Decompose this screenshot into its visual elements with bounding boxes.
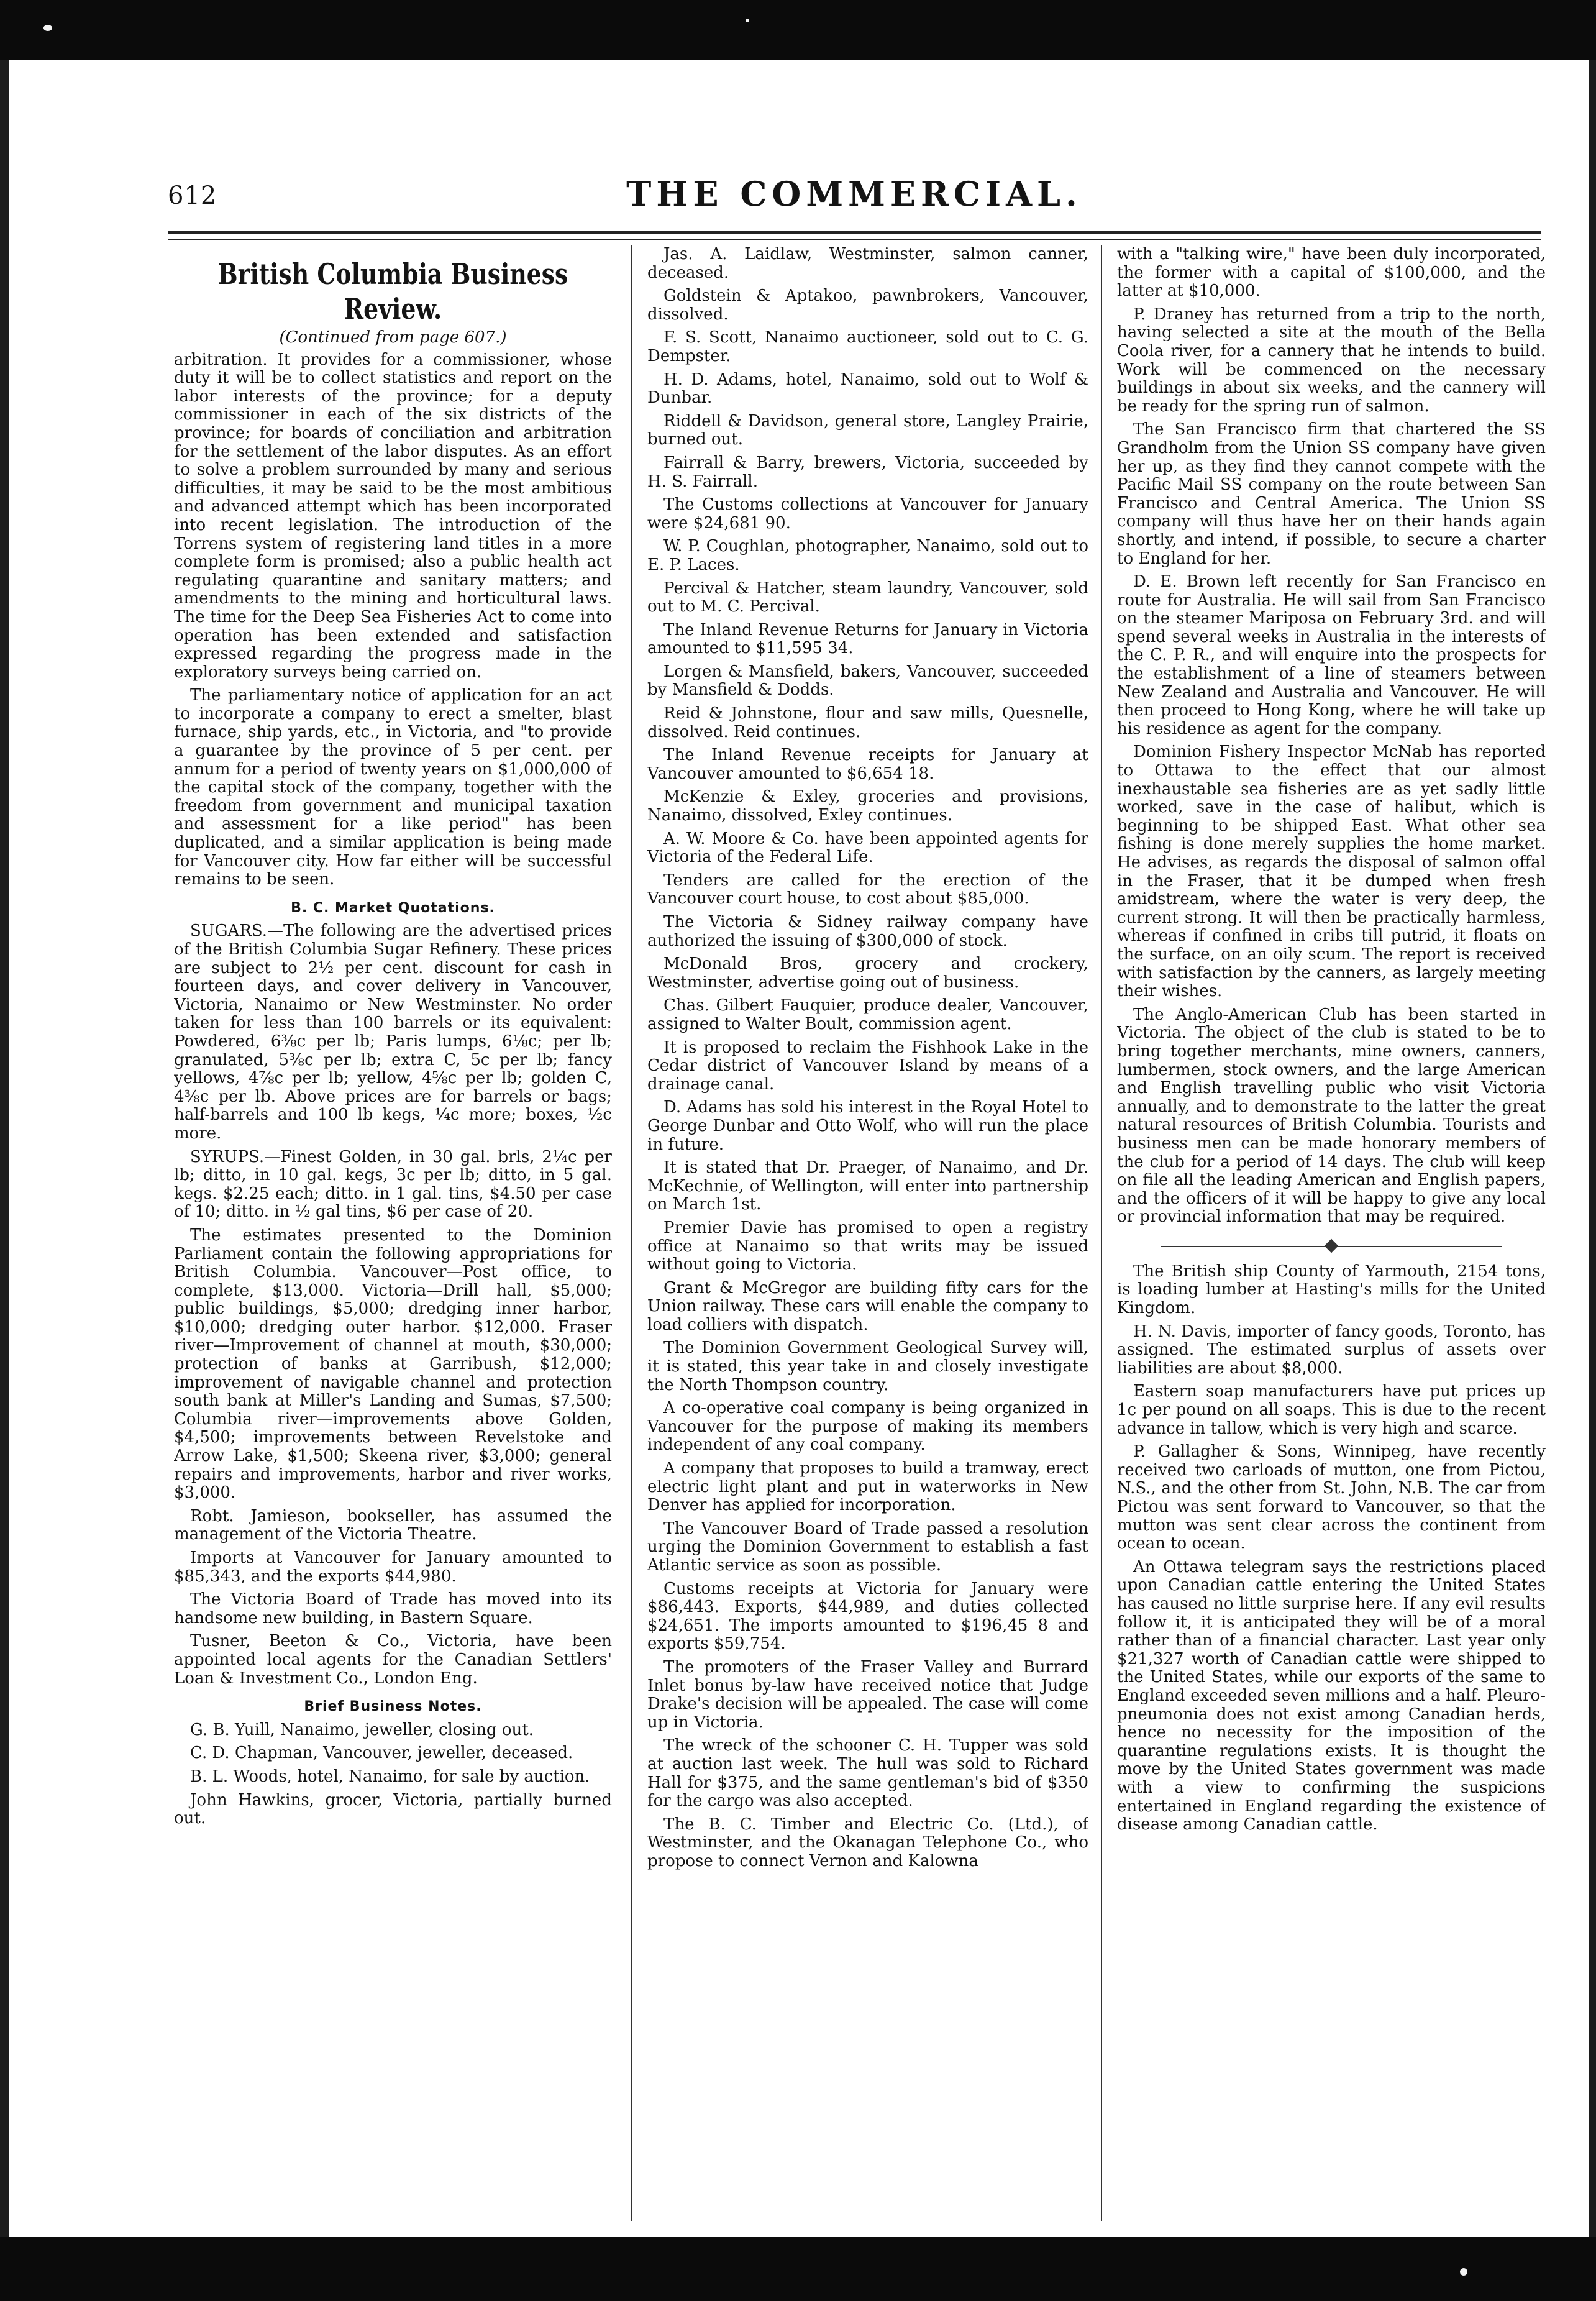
column-2 bbox=[647, 245, 1088, 2218]
section-subheading: Brief Business Notes. bbox=[304, 1699, 482, 1715]
article-paragraph: Jas. A. Laidlaw, Westminster, salmon canner, deceased. bbox=[647, 245, 1088, 282]
article-paragraph: The Inland Revenue receipts for January at Vancouver amounted to $6,654 18. bbox=[647, 746, 1088, 783]
article-paragraph: Tusner, Beeton & Co., Victoria, have been appointed local agents for the Canadian Settlers' Loan & Investment Co., London Eng. bbox=[174, 1632, 612, 1688]
article-paragraph: A co-operative coal company is being organized in Vancouver for the purpose of making its members independent of any coal company. bbox=[647, 1399, 1088, 1455]
article-paragraph: D. Adams has sold his interest in the Royal Hotel to George Dunbar and Otto Wolf, who will run the place in future. bbox=[647, 1098, 1088, 1154]
masthead bbox=[168, 174, 1541, 236]
article-paragraph: B. L. Woods, hotel, Nanaimo, for sale by auction. bbox=[190, 1767, 590, 1786]
article-paragraph: Tenders are called for the erection of the Vancouver court house, to cost about $85,000. bbox=[647, 871, 1088, 908]
publication-title: THE COMMERCIAL. bbox=[626, 174, 1082, 214]
article-paragraph: The parliamentary notice of application for an act to incorporate a company to erect a smelter, blast furnace, ship yards, etc., in Victoria, and "to provide a guarantee by the province of 5 per cent. per annum for a period of twenty years on $1,000,000 of the capital stock of the company, together with the freedom from government and municipal taxation and assessment for a like period" has been duplicated, and a similar application is being made for Vancouver city. How far either will be successful remains to be seen. bbox=[174, 686, 612, 889]
article-paragraph: Lorgen & Mansfield, bakers, Vancouver, succeeded by Mansfield & Dodds. bbox=[647, 662, 1088, 700]
article-paragraph: Imports at Vancouver for January amounted to $85,343, and the exports $44,980. bbox=[174, 1548, 612, 1586]
section-subheading: B. C. Market Quotations. bbox=[291, 900, 495, 916]
article-paragraph: Eastern soap manufacturers have put prices up 1c per pound on all soaps. This is due to the recent advance in tallow, which is very high and scarce. bbox=[1117, 1382, 1546, 1438]
article-paragraph: Goldstein & Aptakoo, pawnbrokers, Vancouver, dissolved. bbox=[647, 286, 1088, 324]
divider-ornament bbox=[1325, 1239, 1339, 1253]
article-paragraph: Reid & Johnstone, flour and saw mills, Quesnelle, dissolved. Reid continues. bbox=[647, 704, 1088, 741]
article-paragraph: P. Gallagher & Sons, Winnipeg, have recently received two carloads of mutton, one from Pictou, N.S., and the other from St. John, N.B. The car from Pictou was sent forward to Vancouver, so that the mutton was sent clear across the continent from ocean to ocean. bbox=[1117, 1442, 1546, 1553]
article-paragraph: P. Draney has returned from a trip to the north, having selected a site at the mouth of the Bella Coola river, for a cannery that he intends to build. Work will be commenced on the necessary buildings in about six weeks, and the cannery will be ready for the spring run of salmon. bbox=[1117, 304, 1546, 416]
article-paragraph: arbitration. It provides for a commissioner, whose duty it will be to collect statistics and report on the labor interests of the province; for a deputy commissioner in each of the six districts of the province; for boards of conciliation and arbitration for the settlement of the labor disputes. As an effort to solve a problem surrounded by many and serious difficulties, it may be said to be the most ambitious and advanced attempt which has been incorporated into recent legislation. The introduction of the Torrens system of registering land titles in a more complete form is promised; also a public health act regulating quarantine and sanitary matters; and amendments to the mining and horticultural laws. The time for the Deep Sea Fisheries Act to come into operation has been extended and satisfaction expressed regarding the progress made in the exploratory surveys being carried on. bbox=[174, 350, 612, 682]
article-paragraph: A company that proposes to build a tramway, erect electric light plant and put in waterworks in New Denver has applied for incorporation. bbox=[647, 1459, 1088, 1515]
article-paragraph: F. S. Scott, Nanaimo auctioneer, sold out to C. G. Dempster. bbox=[647, 328, 1088, 365]
article-paragraph: The Anglo-American Club has been started in Victoria. The object of the club is stated to be to bring together merchants, mine owners, canners, lumbermen, stock owners, and the large American and English travelling public who visit Victoria annually, and to demonstrate to the latter the great natural resources of British Columbia. Tourists and business men can be made honorary members of the club for a period of 14 days. The club will keep on file all the leading American and English papers, and the officers of it will be happy to give any local or provincial information that may be required. bbox=[1117, 1005, 1546, 1227]
article-paragraph: The estimates presented to the Dominion Parliament contain the following appropriations for British Columbia. Vancouver—Post office, to complete, $13,000. Victoria—Drill hall, $5,000; public buildings, $5,000; dredging inner harbor, $10,000; dredging outer harbor. $12,000. Fraser river—Improvement of channel at mouth, $30,000; protection of banks at Garribush, $12,000; improvement of navigable channel and protection south bank at Miller's Landing and Sumas, $7,500; Columbia river—improvements above Golden, $4,500; improvements between Revelstoke and Arrow Lake, $1,500; Skeena river, $3,000; general repairs and improvements, harbor and river works, $3,000. bbox=[174, 1225, 612, 1503]
article-paragraph: H. D. Adams, hotel, Nanaimo, sold out to Wolf & Dunbar. bbox=[647, 370, 1088, 408]
section-title: British Columbia Business Review. bbox=[217, 257, 568, 326]
article-paragraph: Grant & McGregor are building fifty cars for the Union railway. These cars will enable the company to load colliers with dispatch. bbox=[647, 1278, 1088, 1334]
column-1 bbox=[174, 245, 612, 2218]
article-paragraph: The Customs collections at Vancouver for January were $24,681 90. bbox=[647, 495, 1088, 533]
article-paragraph: G. B. Yuill, Nanaimo, jeweller, closing out. bbox=[190, 1720, 534, 1739]
article-paragraph: Riddell & Davidson, general store, Langley Prairie, burned out. bbox=[647, 411, 1088, 449]
article-paragraph: John Hawkins, grocer, Victoria, partially burned out. bbox=[174, 1790, 612, 1828]
article-paragraph: Premier Davie has promised to open a registry office at Nanaimo so that writs may be issued without going to Victoria. bbox=[647, 1218, 1088, 1274]
article-paragraph: The San Francisco firm that chartered the SS Grandholm from the Union SS company have given her up, as they find they cannot compete with the Pacific Mail SS company on the route between San Francisco and Central America. The Union SS company will thus have her on their hands again shortly, and intend, if possible, to secure a charter to England for her. bbox=[1117, 420, 1546, 568]
article-paragraph: The wreck of the schooner C. H. Tupper was sold at auction last week. The hull was sold to Richard Hall for $375, and the same gentleman's bid of $350 for the cargo was also accepted. bbox=[647, 1736, 1088, 1811]
article-paragraph: The Inland Revenue Returns for January in Victoria amounted to $11,595 34. bbox=[647, 620, 1088, 658]
article-paragraph: C. D. Chapman, Vancouver, jeweller, deceased. bbox=[190, 1744, 573, 1763]
article-paragraph: The Dominion Government Geological Survey will, it is stated, this year take in and closely investigate the North Thompson country. bbox=[647, 1338, 1088, 1394]
article-paragraph: Chas. Gilbert Fauquier, produce dealer, Vancouver, assigned to Walter Boult, commission agent. bbox=[647, 996, 1088, 1033]
article-paragraph: McKenzie & Exley, groceries and provisions, Nanaimo, dissolved, Exley continues. bbox=[647, 787, 1088, 825]
column-divider bbox=[1101, 245, 1102, 2221]
article-paragraph: Dominion Fishery Inspector McNab has reported to Ottawa to the effect that our almost inexhaustable sea fisheries are as yet sadly little worked, save in the case of halibut, which is beginning to be shipped East. What other sea fishing is done merely supplies the home market. He advises, as regards the disposal of salmon offal in the Fraser, that it be dumped when fresh amidstream, where the water is very deep, the current strong. It will then be practically harmless, whereas if confined in cribs till putrid, it floats on the surface, on an oily scum. The report is received with satisfaction by the canners, as largely meeting their wishes. bbox=[1117, 743, 1546, 1001]
article-paragraph: SUGARS.—The following are the advertised prices of the British Columbia Sugar Refinery. These prices are subject to 2½ per cent. discount for cash in fourteen days, and cover delivery in Vancouver, Victoria, Nanaimo or New Westminster. No order taken for less than 100 barrels or its equivalent: Powdered, 6⅜c per lb; Paris lumps, 6⅛c; per lb; granulated, 5⅜c per lb; extra C, 5c per lb; fancy yellows, 4⅞c per lb; yellow, 4⅝c per lb; golden C, 4⅜c per lb. Above prices are for barrels or bags; half-barrels and 100 lb kegs, ¼c more; boxes, ½c more. bbox=[174, 922, 612, 1143]
article-paragraph: D. E. Brown left recently for San Francisco en route for Australia. He will sail from San Francisco on the steamer Mariposa on February 3rd. and will spend several weeks in Australia in the interests of the C. P. R., and will enquire into the prospects for the establishment of a line of steamers between New Zealand and Australia and Vancouver. He will then proceed to Hong Kong, where he will take up his residence as agent for the company. bbox=[1117, 572, 1546, 738]
article-paragraph: Fairrall & Barry, brewers, Victoria, succeeded by H. S. Fairrall. bbox=[647, 453, 1088, 491]
scan-speck bbox=[746, 19, 749, 22]
article-paragraph: The Vancouver Board of Trade passed a resolution urging the Dominion Government to establish a fast Atlantic service as soon as possible. bbox=[647, 1519, 1088, 1575]
scan-border-bottom bbox=[0, 2237, 1596, 2301]
article-paragraph: It is proposed to reclaim the Fishhook Lake in the Cedar district of Vancouver Island by means of a drainage canal. bbox=[647, 1038, 1088, 1094]
article-paragraph: H. N. Davis, importer of fancy goods, Toronto, has assigned. The estimated surplus of assets over liabilities are about $8,000. bbox=[1117, 1322, 1546, 1378]
article-paragraph: with a "talking wire," have been duly incorporated, the former with a capital of $100,000, and the latter at $10,000. bbox=[1117, 245, 1546, 301]
article-paragraph: The British ship County of Yarmouth, 2154 tons, is loading lumber at Hasting's mills for the United Kingdom. bbox=[1117, 1261, 1546, 1318]
article-paragraph: Percival & Hatcher, steam laundry, Vancouver, sold out to M. C. Percival. bbox=[647, 579, 1088, 616]
article-paragraph: An Ottawa telegram says the restrictions placed upon Canadian cattle entering the United States has caused no little surprise here. If any evil results follow it, it is anticipated they will be of a moral rather than of a financial character. Last year only $21,327 worth of Canadian cattle were shipped to the United States, while our exports of the same to England exceeded seven millions and a half. Pleuro-pneumonia does not exist among Canadian herds, hence no necessity for the imposition of the quarantine regulations exists. It is thought the move by the United States government was made with a view to confirming the suspicions entertained in England regarding the existence of disease among Canadian cattle. bbox=[1117, 1557, 1546, 1834]
scan-border-right bbox=[1589, 60, 1596, 2237]
section-subtitle: (Continued from page 607.) bbox=[279, 328, 507, 347]
column-3 bbox=[1117, 245, 1546, 2218]
article-paragraph: It is stated that Dr. Praeger, of Nanaimo, and Dr. McKechnie, of Wellington, will enter into partnership on March 1st. bbox=[647, 1158, 1088, 1214]
article-paragraph: Robt. Jamieson, bookseller, has assumed the management of the Victoria Theatre. bbox=[174, 1506, 612, 1544]
scan-speck bbox=[43, 25, 52, 31]
masthead-rule bbox=[168, 231, 1541, 240]
article-paragraph: The B. C. Timber and Electric Co. (Ltd.), of Westminster, and the Okanagan Telephone Co., who propose to connect Vernon and Kalowna bbox=[647, 1814, 1088, 1870]
article-paragraph: A. W. Moore & Co. have been appointed agents for Victoria of the Federal Life. bbox=[647, 829, 1088, 867]
article-paragraph: Customs receipts at Victoria for January were $86,443. Exports, $44,989, and duties collected $24,651. The imports amounted to $196,45 8 and exports $59,754. bbox=[647, 1579, 1088, 1654]
article-paragraph: W. P. Coughlan, photographer, Nanaimo, sold out to E. P. Laces. bbox=[647, 537, 1088, 574]
page-number: 612 bbox=[168, 181, 217, 210]
scan-border-top bbox=[0, 0, 1596, 60]
scan-border-left bbox=[0, 60, 9, 2237]
article-paragraph: The Victoria Board of Trade has moved into its handsome new building, in Bastern Square. bbox=[174, 1590, 612, 1627]
column-divider bbox=[631, 245, 632, 2221]
article-paragraph: SYRUPS.—Finest Golden, in 30 gal. brls, 2¼c per lb; ditto, in 10 gal. kegs, 3c per lb; ditto, in 5 gal. kegs. $2.25 each; ditto. in 1 gal. tins, $4.50 per case of 10; ditto. in ½ gal tins, $6 per case of 20. bbox=[174, 1147, 612, 1222]
article-paragraph: The Victoria & Sidney railway company have authorized the issuing of $300,000 of stock. bbox=[647, 913, 1088, 950]
scan-speck bbox=[1460, 2268, 1467, 2276]
ornamental-divider bbox=[1161, 1240, 1502, 1253]
article-paragraph: The promoters of the Fraser Valley and Burrard Inlet bonus by-law have received notice that Judge Drake's decision will be appealed. The case will come up in Victoria. bbox=[647, 1657, 1088, 1732]
article-paragraph: McDonald Bros, grocery and crockery, Westminster, advertise going out of business. bbox=[647, 954, 1088, 992]
